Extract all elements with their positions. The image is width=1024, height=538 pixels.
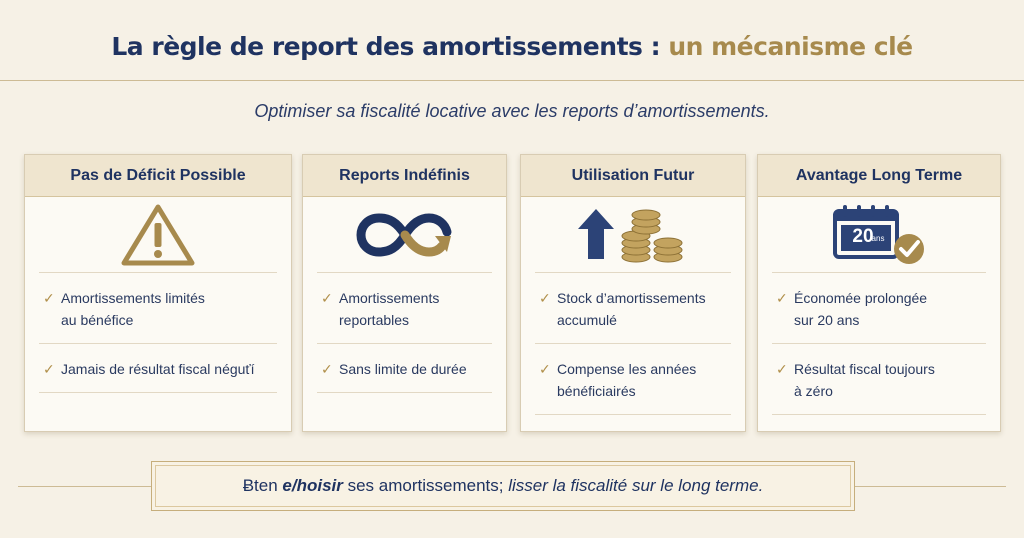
card-icon-area (39, 197, 277, 273)
card-title: Pas de Déficit Possible (25, 155, 291, 197)
footer-text-2: e/hoisir (282, 476, 343, 495)
check-icon: ✓ (776, 361, 788, 377)
footer-text-3: ses amortissements; (342, 476, 509, 495)
card-title: Avantage Long Terme (758, 155, 1000, 197)
check-icon: ✓ (43, 290, 55, 306)
list-item: ✓ Stock d’amortissements accumulé (535, 273, 731, 344)
card-title: Reports Indéfinis (303, 155, 506, 197)
arrow-up-coins-icon (578, 205, 688, 265)
check-icon: ✓ (539, 361, 551, 377)
calendar-unit: ans (871, 234, 885, 243)
footer-text-1: Ƀten (242, 476, 283, 495)
footer-text-4: lisser la fiscalité sur le long terme. (508, 476, 764, 495)
list-item: ✓ Sans limite de durée (317, 344, 492, 393)
title-main: La règle de report des amortissements : (111, 32, 661, 61)
footer-rule-right (855, 486, 1006, 487)
list-item: ✓ Résultat fiscal toujours à zéro (772, 344, 986, 415)
calendar-number: 20 (852, 225, 874, 247)
warning-triangle-icon (120, 203, 196, 267)
list-item: ✓ Jamais de résultat fiscal néguťí (39, 344, 277, 393)
footer-rule-left (18, 486, 151, 487)
page-title (0, 32, 1024, 61)
check-icon: ✓ (321, 361, 333, 377)
check-icon: ✓ (776, 290, 788, 306)
list-item: ✓ Amortissements limités au bénéfice (39, 273, 277, 344)
title-accent: un mécanisme clé (668, 32, 913, 61)
infinity-arrow-icon (355, 210, 455, 260)
check-icon: ✓ (321, 290, 333, 306)
card-long-term-advantage (757, 154, 1001, 432)
check-icon: ✓ (43, 361, 55, 377)
card-icon-area (772, 197, 986, 273)
card-future-use (520, 154, 746, 432)
card-no-deficit (24, 154, 292, 432)
header-divider (0, 80, 1024, 81)
list-item: ✓ Amortissements reportables (317, 273, 492, 344)
page-subtitle: Optimiser sa fiscalité locative avec les reports d’amortissements. (254, 101, 770, 121)
card-title: Utilisation Futur (521, 155, 745, 197)
list-item: ✓ Économée prolongée sur 20 ans (772, 273, 986, 344)
check-icon: ✓ (539, 290, 551, 306)
card-icon-area (317, 197, 492, 273)
card-icon-area (535, 197, 731, 273)
footer-banner (151, 461, 855, 511)
list-item: ✓ Compense les années bénéficiairés (535, 344, 731, 415)
card-indefinite-reports (302, 154, 507, 432)
